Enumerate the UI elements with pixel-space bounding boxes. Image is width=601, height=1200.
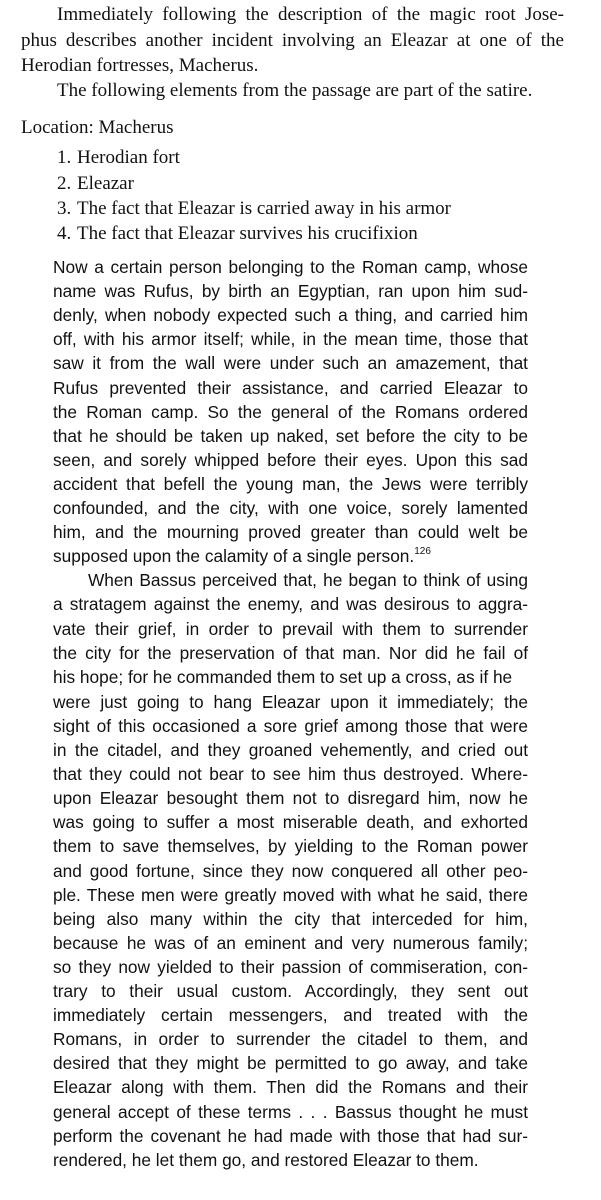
quote-line: Now a certain person belonging to the Roman camp, whose (53, 257, 528, 277)
quote-line: in the citadel, and they groaned vehemently, and cried out (53, 740, 528, 760)
quote-line: denly, when nobody expected such a thing, and carried him (53, 305, 528, 326)
quote-line: so they now yielded to their passion of commiseration, con- (53, 956, 528, 977)
quote-line: general accept of these terms . . . Bassus thought he must (53, 1101, 528, 1122)
intro-line: Immediately following the description of the magic root Jose- (57, 4, 564, 25)
quote-line: a stratagem against the enemy, and was desirous to aggra- (53, 594, 528, 615)
list-number: 2. (57, 173, 72, 194)
quote-line: the Roman camp. So the general of the Romans ordered (53, 401, 528, 422)
quote-line: because he was of an eminent and very numerous family; (53, 932, 528, 953)
quote-line: Eleazar along with them. Then did the Romans and their (53, 1077, 528, 1098)
quote-line: his hope; for he commanded them to set up a cross, as if he (53, 666, 513, 687)
list-text: The fact that Eleazar survives his crucifixion (77, 223, 418, 244)
quote-line: confounded, and the city, with one voice, sorely lamented (53, 498, 528, 518)
list-item (57, 223, 418, 245)
quote-line: immediately certain messengers, and treated with the (53, 1005, 528, 1026)
list-text: The fact that Eleazar is carried away in his armor (77, 198, 452, 219)
list-number: 4. (57, 223, 72, 244)
quote-line: saw it from the wall were under such an amazement, that (53, 353, 528, 374)
quote-line: him, and the mourning proved greater than could welt be (53, 522, 528, 543)
list-number: 1. (57, 147, 72, 168)
quote-line: that he should be taken up naked, set before the city to be (53, 425, 528, 446)
intro-line: Herodian fortresses, Macherus. (21, 55, 259, 76)
quote-line: Romans, in order to surrender the citadel to them, and (53, 1029, 528, 1050)
intro-line: The following elements from the passage are part of the satire. (57, 80, 533, 101)
quote-line: that they could not bear to see him thus destroyed. Where- (53, 764, 528, 785)
list-item (57, 147, 180, 169)
quote-line: When Bassus perceived that, he began to think of using (88, 570, 528, 591)
quote-line: name was Rufus, by birth an Egyptian, ran upon him sud- (53, 281, 528, 302)
quote-line: off, with his armor itself; while, in the mean time, those that (53, 329, 528, 350)
quote-line: rendered, he let them go, and restored Eleazar to them. (53, 1149, 479, 1170)
quote-line: vate their grief, in order to prevail with them to surrender (53, 618, 528, 639)
quote-line: trary to their usual custom. Accordingly, they sent out (53, 981, 528, 1001)
quote-line: accident that befell the young man, the Jews were terribly (53, 473, 528, 494)
quote-line: them to save themselves, by yielding to the Roman power (53, 836, 528, 857)
list-text: Herodian fort (77, 147, 180, 168)
list-text: Eleazar (77, 173, 134, 194)
quote-line: ple. These men were greatly moved with what he said, there (53, 884, 528, 905)
quote-line: upon Eleazar besought them not to disregard him, now he (53, 788, 528, 809)
quote-line: and good fortune, since they now conquered all other peo- (53, 860, 528, 881)
list-item (57, 198, 451, 220)
quote-line: being also many within the city that interceded for him, (53, 908, 528, 929)
quote-line: perform the covenant he had made with those that had sur- (53, 1125, 528, 1146)
quote-line: were just going to hang Eleazar upon it immediately; the (53, 691, 528, 712)
quote-line: desired that they might be permitted to go away, and take (53, 1053, 528, 1074)
footnote-ref[interactable]: 126 (414, 546, 431, 558)
quote-line: seen, and sorely whipped before their eyes. Upon this sad (53, 449, 528, 470)
list-item (57, 173, 134, 195)
quote-line: sight of this occasioned a sore grief among those that were (53, 715, 528, 736)
location-label: Location: Macherus (21, 117, 174, 138)
list-number: 3. (57, 198, 72, 219)
quote-line: the city for the preservation of that man. Nor did he fail of (53, 642, 528, 663)
quote-line (53, 546, 528, 567)
quote-line: was going to suffer a most miserable death, and exhorted (53, 812, 528, 833)
quote-text: supposed upon the calamity of a single person. (53, 546, 415, 567)
intro-line: phus describes another incident involving an Eleazar at one of the (21, 30, 564, 51)
quote-line: Rufus prevented their assistance, and carried Eleazar to (53, 377, 528, 398)
